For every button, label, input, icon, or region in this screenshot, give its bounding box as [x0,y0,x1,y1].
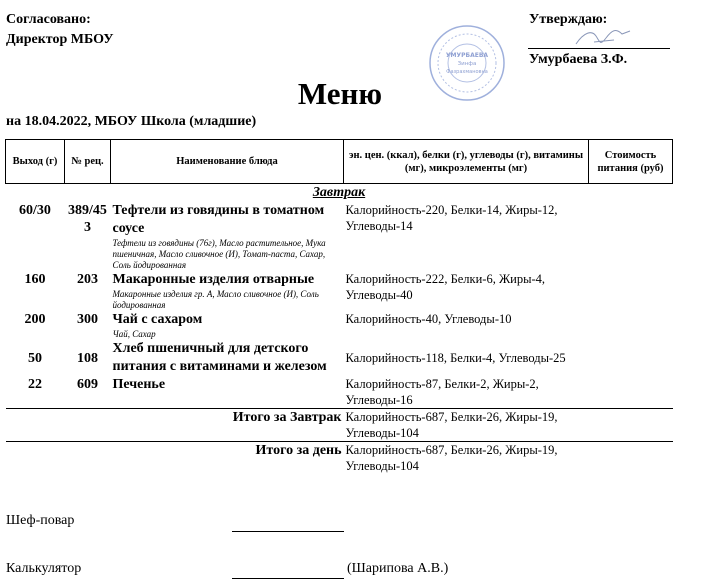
approval-block [6,10,114,50]
dish-cell [111,340,344,376]
dish-row [6,376,673,409]
meal-total-row-nutrition: Калорийность-687, Белки-26, Жиры-19, Углеводы-104 [344,409,589,442]
col-recipe: № рец. [65,140,111,184]
calculator-label: Калькулятор [6,561,82,576]
day-total-row-cost [589,442,673,475]
dish-name: Хлеб пшеничный для детского питания с витаминами и железом [112,341,327,374]
dish-output: 200 [24,312,46,327]
confirm-label: Утверждаю: [529,12,608,27]
dish-ingredients: Макаронные изделия гр. А, Масло сливочное (И), Соль йодированная [112,289,319,310]
dish-name: Чай с сахаром [112,312,203,327]
chef-label: Шеф-повар [6,513,75,528]
calculator-signature-line [232,578,344,579]
dish-ingredients: Чай, Сахар [112,329,156,339]
meal-row [6,184,673,203]
meal-name: Завтрак [312,185,366,200]
approved-role: Директор МБОУ [6,32,114,47]
dish-cost [589,311,673,340]
dish-cost [589,340,673,376]
dish-cost [589,202,673,271]
dish-output: 60/30 [19,203,51,218]
dish-recipe: 108 [77,350,98,366]
stamp-text: УМУРБАЕВА [445,52,489,59]
dish-row [6,340,673,376]
day-total-row [6,442,673,475]
dish-row [6,202,673,271]
dish-cell [111,311,344,340]
dish-recipe: 203 [77,272,98,287]
dish-row [6,271,673,311]
dish-output: 50 [28,350,42,366]
dish-output: 22 [28,377,42,392]
stamp-text: Фазрахмановна [446,69,488,75]
calculator-name: (Шарипова А.В.) [347,561,449,576]
dish-nutrition: Калорийность-220, Белки-14, Жиры-12, Углеводы-14 [345,203,558,233]
meal-total-row [6,409,673,442]
stamp-text: Зинфа [457,61,477,67]
meal-total-row-label: Итого за Завтрак [6,409,344,442]
dish-recipe: 609 [77,377,98,392]
dish-nutrition: Калорийность-118, Белки-4, Углеводы-25 [345,351,566,365]
dish-name: Тефтели из говядины в томатном соусе [112,203,325,236]
dish-name: Макаронные изделия отварные [112,272,315,287]
dish-cell [111,271,344,311]
dish-recipe: 389/453 [68,203,107,235]
menu-subtitle: на 18.04.2022, МБОУ Школа (младшие) [6,114,257,129]
dish-cell [111,202,344,271]
col-cost: Стоимость питания (руб) [589,140,673,184]
dish-output: 160 [24,272,46,287]
page-title: Меню [297,76,383,111]
menu-table [5,139,673,474]
day-total-row-nutrition: Калорийность-687, Белки-26, Жиры-19, Углеводы-104 [344,442,589,475]
chef-signature-line [232,531,344,532]
day-total-row-label: Итого за день [6,442,344,475]
dish-cost [589,376,673,409]
confirm-name: Умурбаева З.Ф. [529,52,628,67]
dish-cell [111,376,344,409]
dish-name: Печенье [112,377,166,392]
dish-ingredients: Тефтели из говядины (76г), Масло растительное, Мука пшеничная, Масло сливочное (И), Томат-паста, Сахар, Соль йодированная [112,238,326,270]
table-header-row [6,140,673,184]
dish-nutrition: Калорийность-222, Белки-6, Жиры-4, Углеводы-40 [345,272,546,302]
col-output: Выход (г) [6,140,65,184]
dish-nutrition: Калорийность-87, Белки-2, Жиры-2, Углеводы-16 [345,377,539,407]
dish-row [6,311,673,340]
dish-recipe: 300 [77,312,98,327]
meal-total-row-cost [589,409,673,442]
col-nutrition: эн. цен. (ккал), белки (г), углеводы (г), витамины (мг), микроэлементы (мг) [344,140,589,184]
dish-cost [589,271,673,311]
col-name: Наименование блюда [111,140,344,184]
signature-line [528,48,670,49]
dish-nutrition: Калорийность-40, Углеводы-10 [345,312,512,326]
approved-label: Согласовано: [6,12,91,27]
